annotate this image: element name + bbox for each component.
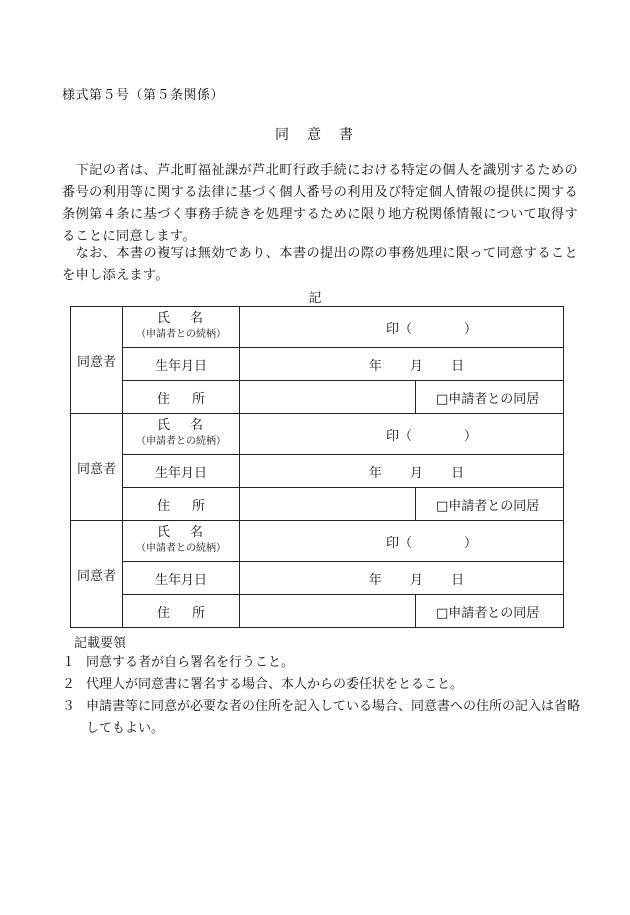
name-field-label bbox=[123, 307, 240, 348]
notes-heading: 記載要領 bbox=[74, 636, 127, 651]
address-cell[interactable] bbox=[240, 488, 416, 521]
dob-cell[interactable] bbox=[240, 348, 564, 381]
address-label: 住所 bbox=[123, 381, 240, 414]
note-number: １ bbox=[62, 655, 76, 670]
note-item bbox=[62, 696, 582, 740]
dob-label: 生年月日 bbox=[123, 562, 240, 595]
paragraph-consent: 下記の者は、芦北町福祉課が芦北町行政手続における特定の個人を識別するための番号の利用等に関する法律に基づく個人番号の利用及び特定個人情報の提供に関する条例第４条に基づく事務手続きを処理するために限り地方税関係情報について取得することに同意します。 bbox=[62, 163, 578, 244]
note-item bbox=[62, 674, 582, 696]
name-signature-cell[interactable] bbox=[240, 521, 564, 562]
day-label: 日 bbox=[451, 358, 465, 374]
note-item bbox=[62, 652, 582, 674]
note-number: ３ bbox=[62, 699, 76, 714]
ki-label: 記 bbox=[308, 291, 322, 306]
consenter-label: 同意者 bbox=[71, 414, 123, 521]
cohabit-checkbox[interactable]: □申請者との同居 bbox=[416, 595, 564, 628]
cohabit-checkbox[interactable]: □申請者との同居 bbox=[416, 381, 564, 414]
dob-cell[interactable] bbox=[240, 562, 564, 595]
address-label: 住所 bbox=[123, 595, 240, 628]
seal-label: 印（ bbox=[385, 321, 412, 337]
name-field-label bbox=[123, 521, 240, 562]
year-label: 年 bbox=[368, 572, 382, 588]
relationship-label: （申請者との続柄） bbox=[136, 436, 226, 447]
consent-table bbox=[70, 306, 564, 628]
month-label: 月 bbox=[409, 465, 423, 481]
seal-label: 印（ bbox=[385, 428, 412, 444]
month-label: 月 bbox=[409, 358, 423, 374]
name-label: 氏名 bbox=[156, 311, 223, 326]
cohabit-checkbox[interactable]: □申請者との同居 bbox=[416, 488, 564, 521]
form-number: 様式第５号（第５条関係） bbox=[62, 88, 225, 103]
page-title: 同 意 書 bbox=[275, 127, 355, 143]
seal-label: 印（ bbox=[385, 535, 412, 551]
name-label: 氏名 bbox=[156, 525, 223, 540]
name-signature-cell[interactable] bbox=[240, 307, 564, 348]
month-label: 月 bbox=[409, 572, 423, 588]
name-field-label bbox=[123, 414, 240, 455]
day-label: 日 bbox=[451, 465, 465, 481]
relationship-label: （申請者との続柄） bbox=[136, 543, 226, 554]
dob-cell[interactable] bbox=[240, 455, 564, 488]
address-cell[interactable] bbox=[240, 381, 416, 414]
note-number: ２ bbox=[62, 677, 76, 692]
seal-close: ） bbox=[464, 535, 478, 551]
address-cell[interactable] bbox=[240, 595, 416, 628]
year-label: 年 bbox=[368, 358, 382, 374]
note-text: 代理人が同意書に署名する場合、本人からの委任状をとること。 bbox=[86, 677, 464, 692]
address-label: 住所 bbox=[123, 488, 240, 521]
seal-close: ） bbox=[464, 321, 478, 337]
notes-list bbox=[62, 652, 582, 740]
note-text: 申請書等に同意が必要な者の住所を記入している場合、同意書への住所の記入は省略してもよい。 bbox=[86, 699, 581, 736]
day-label: 日 bbox=[451, 572, 465, 588]
note-text: 同意する者が自ら署名を行うこと。 bbox=[86, 655, 295, 670]
name-signature-cell[interactable] bbox=[240, 414, 564, 455]
paragraph-note: なお、本書の複写は無効であり、本書の提出の際の事務処理に限って同意することを申し添えます。 bbox=[62, 246, 578, 283]
year-label: 年 bbox=[368, 465, 382, 481]
dob-label: 生年月日 bbox=[123, 348, 240, 381]
consenter-label: 同意者 bbox=[71, 521, 123, 628]
relationship-label: （申請者との続柄） bbox=[136, 329, 226, 340]
name-label: 氏名 bbox=[156, 418, 223, 433]
dob-label: 生年月日 bbox=[123, 455, 240, 488]
seal-close: ） bbox=[464, 428, 478, 444]
consenter-label: 同意者 bbox=[71, 307, 123, 414]
